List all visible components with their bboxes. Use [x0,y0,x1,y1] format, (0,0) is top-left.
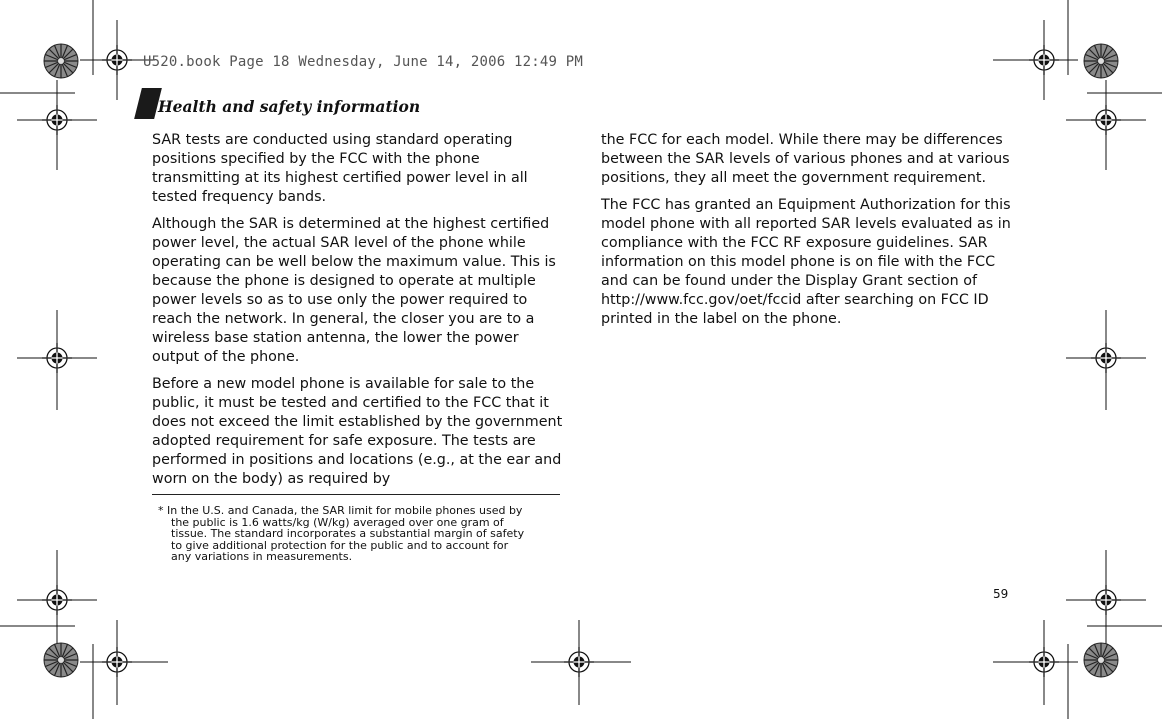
footnote-divider [152,494,560,495]
paragraph: Although the SAR is determined at the highest certified power level, the actual SAR level of the phone while operating can be well below the maximum value. This is because the phone is designed to operate at multiple power levels so as to use only the power required to reach the network. In general, the closer you are to a wireless base station antenna, the lower the power output of the phone. [152,216,556,365]
paragraph: SAR tests are conducted using standard operating positions specified by the FCC with the phone transmitting at its highest certified power level in all tested frequency bands. [152,132,528,205]
section-title: Health and safety information [158,97,421,116]
book-header: U520.book Page 18 Wednesday, June 14, 2006 12:49 PM [143,54,584,70]
paragraph: The FCC has granted an Equipment Authorization for this model phone with all reported SAR levels evaluated as in compliance with the FCC RF exposure guidelines. SAR information on this model phone is on file with the FCC and can be found under the Display Grant section of http://www.fcc.gov/oet/fccid after searching on FCC ID printed in the label on the phone. [601,197,1011,327]
paragraph: Before a new model phone is available for sale to the public, it must be tested and certified to the FCC that it does not exceed the limit established by the government adopted requirement for safe exposure. The tests are performed in positions and locations (e.g., at the ear and worn on the body) as required by [152,376,563,487]
page-number: 59 [993,587,1009,601]
left-column [152,131,564,497]
footnote: * In the U.S. and Canada, the SAR limit for mobile phones used by the public is 1.6 watts/kg (W/kg) averaged over one gram of tissue. The standard incorporates a substantial margin of safety to give additional protection for the public and to account for any variations in measurements. [158,504,525,564]
paragraph: the FCC for each model. While there may be differences between the SAR levels of various phones and at various positions, they all meet the government requirement. [601,132,1010,186]
right-column [601,131,1013,337]
